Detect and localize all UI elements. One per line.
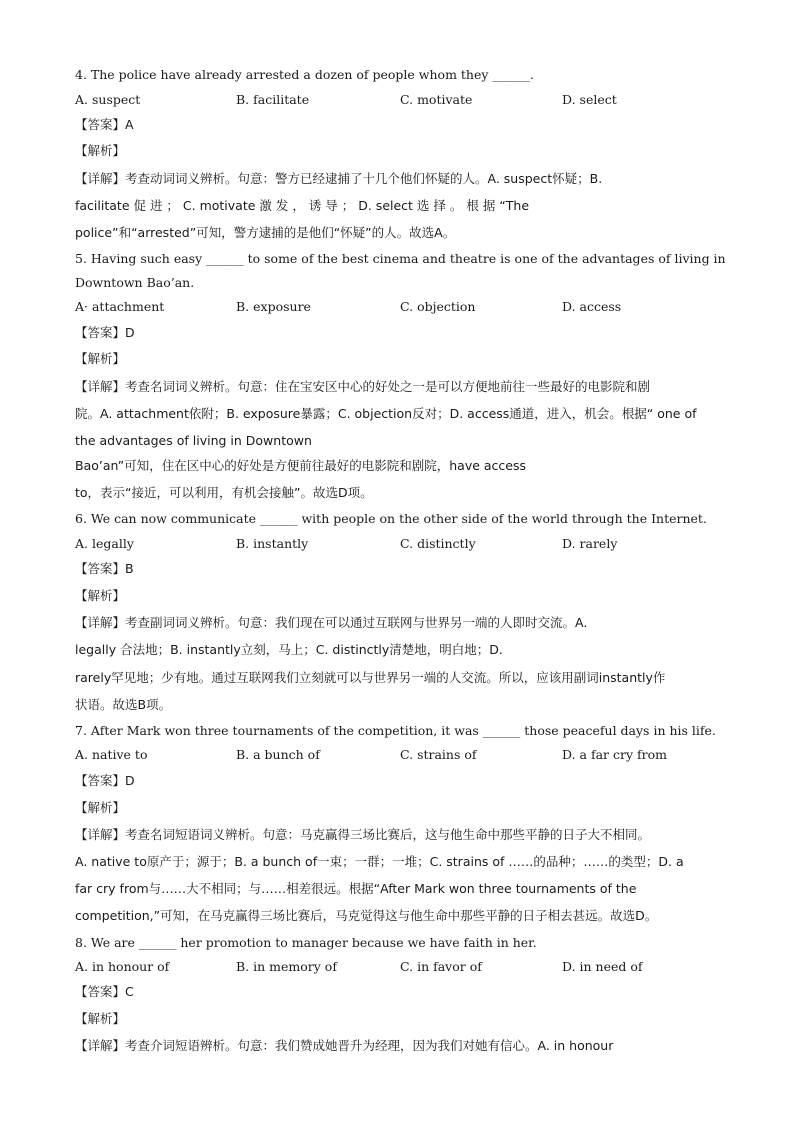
q5-detail-line: the advantages of living in Downtown (75, 433, 312, 448)
q4-option-d: D. select (562, 92, 617, 107)
q7-detail-line: A. native to原产于；源于；B. a bunch of一束；一群；一堆；C. strains of ……的品种；……的类型；D. a (75, 854, 684, 869)
q5-detail-line: 【详解】考查名词词义辨析。句意：住在宝安区中心的好处之一是可以方便地前往一些最好的电影院和剧 (75, 379, 651, 394)
q4-detail-line: facilitate 促 进 ； C. motivate 激 发 ， 诱 导 ； D. select 选 择 。 根 据 “The (75, 198, 530, 213)
q6-answer: 【答案】B (75, 561, 134, 576)
q7-analysis-label: 【解析】 (75, 800, 126, 815)
q6-option-c: C. distinctly (400, 536, 476, 551)
q7-option-d: D. a far cry from (562, 747, 667, 762)
q8-stem: 8. We are ______ her promotion to manager because we have faith in her. (75, 935, 537, 950)
q5-analysis-label: 【解析】 (75, 351, 126, 366)
q4-detail-line: 【详解】考查动词词义辨析。句意：警方已经逮捕了十几个他们怀疑的人。A. suspect怀疑；B. (75, 171, 603, 186)
q4-analysis-label: 【解析】 (75, 143, 126, 158)
q5-detail-line: to，表示“接近，可以利用，有机会接触”。故选D项。 (75, 485, 373, 500)
q8-option-c: C. in favor of (400, 959, 482, 974)
q5-option-d: D. access (562, 299, 622, 314)
q5-option-a: A· attachment (75, 299, 165, 314)
q6-option-b: B. instantly (236, 536, 309, 551)
q8-analysis-label: 【解析】 (75, 1011, 126, 1026)
q6-analysis-label: 【解析】 (75, 588, 126, 603)
q4-option-a: A. suspect (75, 92, 141, 107)
q6-detail-line: 【详解】考查副词词义辨析。句意：我们现在可以通过互联网与世界另一端的人即时交流。A. (75, 615, 588, 630)
q4-option-c: C. motivate (400, 92, 473, 107)
q7-option-c: C. strains of (400, 747, 477, 762)
q8-option-d: D. in need of (562, 959, 643, 974)
q7-stem: 7. After Mark won three tournaments of the competition, it was ______ those peaceful days in his life. (75, 723, 716, 738)
q5-answer: 【答案】D (75, 325, 135, 340)
q5-stem: Downtown Bao’an. (75, 275, 195, 290)
q4-option-b: B. facilitate (236, 92, 310, 107)
q6-detail-line: 状语。故选B项。 (75, 697, 172, 712)
q6-stem: 6. We can now communicate ______ with people on the other side of the world through the Internet. (75, 511, 707, 526)
q5-option-c: C. objection (400, 299, 476, 314)
q6-detail-line: legally 合法地；B. instantly立刻，马上；C. distinctly清楚地，明白地；D. (75, 642, 503, 657)
q7-answer: 【答案】D (75, 773, 135, 788)
q7-detail-line: 【详解】考查名词短语词义辨析。句意：马克赢得三场比赛后，这与他生命中那些平静的日子大不相同。 (75, 827, 651, 842)
q4-detail-line: police”和“arrested”可知，警方逮捕的是他们“怀疑”的人。故选A。 (75, 225, 456, 240)
q4-answer: 【答案】A (75, 117, 134, 132)
q6-option-d: D. rarely (562, 536, 618, 551)
q7-detail-line: competition,”可知，在马克赢得三场比赛后，马克觉得这与他生命中那些平静的日子相去甚远。故选D。 (75, 908, 658, 923)
q5-option-b: B. exposure (236, 299, 311, 314)
q4-stem: 4. The police have already arrested a dozen of people whom they ______. (75, 67, 534, 82)
q6-option-a: A. legally (75, 536, 134, 551)
q7-detail-line: far cry from与……大不相同；与……相差很远。根据“After Mark won three tournaments of the (75, 881, 637, 896)
q5-detail-line: 院。A. attachment依附；B. exposure暴露；C. objection反对；D. access通道，进入，机会。根据“ one of (75, 406, 697, 421)
q8-option-a: A. in honour of (75, 959, 170, 974)
q5-stem: 5. Having such easy ______ to some of the best cinema and theatre is one of the advantages of living in (75, 251, 726, 266)
q5-detail-line: Bao’an”可知，住在区中心的好处是方便前往最好的电影院和剧院，have access (75, 458, 526, 473)
q8-answer: 【答案】C (75, 984, 134, 999)
q8-option-b: B. in memory of (236, 959, 337, 974)
q7-option-a: A. native to (75, 747, 148, 762)
q7-option-b: B. a bunch of (236, 747, 320, 762)
q8-detail-line: 【详解】考查介词短语辨析。句意：我们赞成她晋升为经理，因为我们对她有信心。A. in honour (75, 1038, 614, 1053)
q6-detail-line: rarely罕见地；少有地。通过互联网我们立刻就可以与世界另一端的人交流。所以，应该用副词instantly作 (75, 670, 666, 685)
